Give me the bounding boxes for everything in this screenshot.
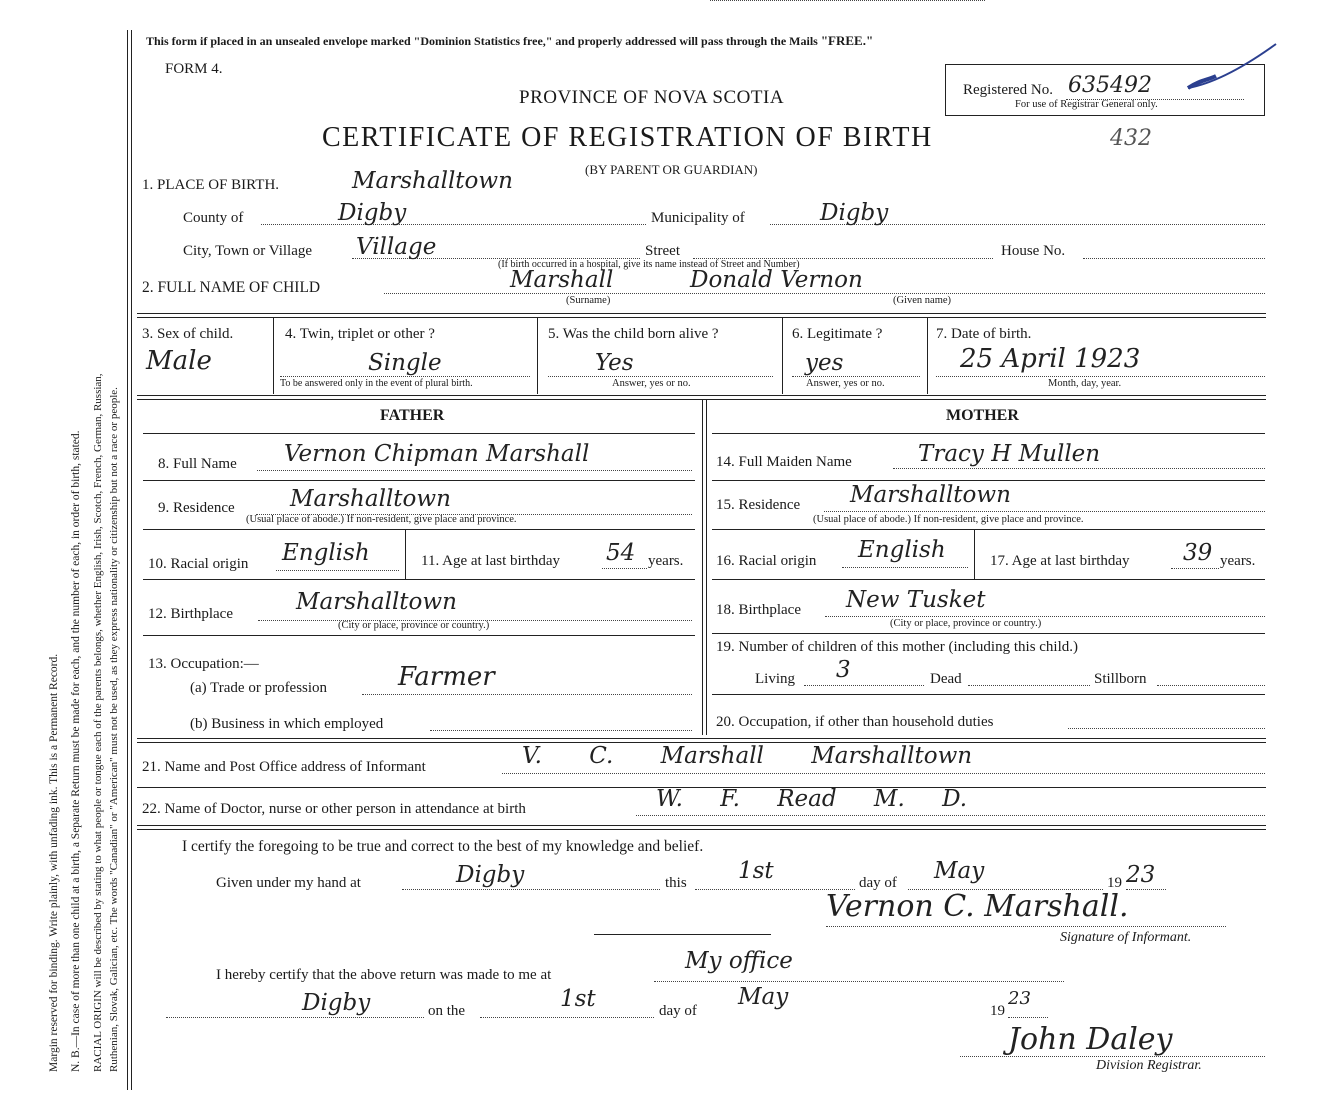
on-the-label: on the bbox=[428, 1003, 466, 1019]
legitimate-value: yes bbox=[805, 350, 844, 376]
surname-caption: (Surname) bbox=[566, 295, 611, 306]
registrar-year-prefix: 19 bbox=[990, 1003, 1005, 1019]
registrar-day-of-label: day of bbox=[659, 1003, 697, 1019]
child-surname-value: Marshall bbox=[510, 267, 614, 293]
stillborn-label: Stillborn bbox=[1094, 671, 1147, 687]
given-name-caption: (Given name) bbox=[893, 295, 952, 306]
margin-note-racial-origin-cont: Ruthenian, Slovak, Galician, etc. The words "Canadian" or "American" must not be used, as they express nationality or citizenship but not a race or people. bbox=[108, 387, 120, 1072]
father-trade-value: Farmer bbox=[398, 662, 495, 692]
registered-label: Registered No. bbox=[963, 82, 1053, 98]
given-place-value: Digby bbox=[456, 862, 525, 888]
given-month-value: May bbox=[934, 858, 985, 884]
given-year-prefix: 19 bbox=[1107, 875, 1122, 891]
city-value: Village bbox=[356, 234, 437, 260]
mother-racial-label: 16. Racial origin bbox=[716, 553, 817, 569]
living-value: 3 bbox=[836, 657, 851, 683]
day-of-label: day of bbox=[859, 875, 897, 891]
alive-note: Answer, yes or no. bbox=[612, 378, 691, 389]
mother-residence-note: (Usual place of abode.) If non-resident, give place and province. bbox=[813, 514, 1084, 525]
legitimate-note: Answer, yes or no. bbox=[806, 378, 885, 389]
registrar-month-value: May bbox=[738, 984, 789, 1010]
child-name-label: 2. FULL NAME OF CHILD bbox=[142, 279, 321, 296]
father-age-value: 54 bbox=[606, 540, 636, 566]
father-occupation-label: 13. Occupation:— bbox=[148, 656, 259, 672]
date-of-birth-label: 7. Date of birth. bbox=[936, 326, 1032, 342]
place-of-birth-label: 1. PLACE OF BIRTH. bbox=[142, 177, 280, 193]
mother-age-value: 39 bbox=[1183, 540, 1213, 566]
mother-birthplace-label: 18. Birthplace bbox=[716, 602, 801, 618]
sex-label: 3. Sex of child. bbox=[142, 326, 234, 342]
registrar-signature: John Daley bbox=[1008, 1022, 1173, 1057]
municipality-label: Municipality of bbox=[651, 210, 745, 226]
alive-value: Yes bbox=[595, 350, 634, 376]
twin-value: Single bbox=[368, 350, 442, 376]
mother-name-value: Tracy H Mullen bbox=[918, 441, 1101, 467]
father-age-unit: years. bbox=[648, 553, 684, 569]
check-mark-icon bbox=[1180, 40, 1280, 100]
child-given-name-value: Donald Vernon bbox=[690, 267, 863, 293]
street-label: Street bbox=[645, 243, 680, 259]
informant-value: V. C. Marshall Marshalltown bbox=[522, 743, 973, 769]
province-heading: PROVINCE OF NOVA SCOTIA bbox=[519, 87, 785, 108]
municipality-value: Digby bbox=[820, 200, 889, 226]
twin-note: To be answered only in the event of plural birth. bbox=[280, 378, 473, 389]
registrar-year-value: 23 bbox=[1008, 988, 1031, 1009]
sex-value: Male bbox=[146, 346, 212, 376]
margin-border-outer bbox=[127, 30, 128, 1090]
mother-birthplace-value: New Tusket bbox=[846, 587, 986, 613]
certificate-subtitle: (BY PARENT OR GUARDIAN) bbox=[585, 162, 758, 177]
certification-separator bbox=[594, 934, 771, 935]
mother-racial-value: English bbox=[858, 537, 946, 563]
county-label: County of bbox=[183, 210, 244, 226]
margin-note-binding: Margin reserved for binding. Write plainly, with unfading ink. This is a Permanent Record. bbox=[48, 653, 60, 1072]
father-age-label: 11. Age at last birthday bbox=[421, 553, 560, 569]
postal-free: "FREE." bbox=[820, 33, 874, 48]
father-name-label: 8. Full Name bbox=[158, 456, 237, 472]
father-residence-value: Marshalltown bbox=[290, 486, 451, 512]
this-label: this bbox=[665, 875, 687, 891]
mother-residence-label: 15. Residence bbox=[716, 497, 801, 513]
father-residence-label: 9. Residence bbox=[158, 500, 235, 516]
father-racial-label: 10. Racial origin bbox=[148, 556, 249, 572]
father-heading: FATHER bbox=[380, 407, 445, 424]
certificate-title: CERTIFICATE OF REGISTRATION OF BIRTH bbox=[322, 122, 933, 153]
registrar-day-value: 1st bbox=[560, 986, 596, 1012]
father-business-label: (b) Business in which employed bbox=[190, 716, 384, 732]
hospital-note: (If birth occurred in a hospital, give its name instead of Street and Number) bbox=[498, 259, 800, 270]
father-birthplace-value: Marshalltown bbox=[296, 589, 457, 615]
informant-signature-caption: Signature of Informant. bbox=[1060, 930, 1192, 945]
parents-divider bbox=[702, 400, 703, 735]
postal-note: This form if placed in an unsealed envelope marked "Dominion Statistics free," and properly addressed will pass through the Mails "FREE." bbox=[146, 33, 874, 48]
given-under-label: Given under my hand at bbox=[216, 875, 361, 891]
house-number-label: House No. bbox=[1001, 243, 1066, 259]
father-racial-value: English bbox=[282, 540, 370, 566]
margin-note-separate-return: N. B.—In case of more than one child at a birth, a Separate Return must be made for each, and the number of each, in order of birth, stated. bbox=[70, 430, 82, 1072]
mother-age-unit: years. bbox=[1220, 553, 1256, 569]
date-of-birth-note: Month, day, year. bbox=[1048, 378, 1122, 389]
legitimate-label: 6. Legitimate ? bbox=[792, 326, 883, 342]
city-label: City, Town or Village bbox=[183, 243, 313, 259]
living-label: Living bbox=[755, 671, 795, 687]
registered-value: 635492 bbox=[1068, 73, 1152, 98]
margin-border-inner bbox=[131, 30, 132, 1090]
doctor-value: W. F. Read M. D. bbox=[656, 786, 968, 812]
given-day-value: 1st bbox=[738, 858, 774, 884]
registrar-caption: Division Registrar. bbox=[1096, 1058, 1202, 1073]
mother-occupation-label: 20. Occupation, if other than household duties bbox=[716, 714, 994, 730]
margin-note-racial-origin: RACIAL ORIGIN will be described by stating to what people or tongue each of the parents belongs, whether English, Irish, Scotch, French, German, Russian, bbox=[92, 373, 104, 1072]
form-number: FORM 4. bbox=[165, 61, 223, 77]
mother-age-label: 17. Age at last birthday bbox=[990, 553, 1130, 569]
mother-birthplace-note: (City or place, province or country.) bbox=[890, 618, 1042, 629]
date-of-birth-value: 25 April 1923 bbox=[960, 344, 1141, 374]
registrar-town-value: Digby bbox=[302, 990, 371, 1016]
father-name-value: Vernon Chipman Marshall bbox=[284, 441, 590, 467]
father-birthplace-label: 12. Birthplace bbox=[148, 606, 233, 622]
doctor-label: 22. Name of Doctor, nurse or other person in attendance at birth bbox=[142, 801, 526, 817]
county-value: Digby bbox=[338, 200, 407, 226]
informant-label: 21. Name and Post Office address of Informant bbox=[142, 759, 426, 775]
mother-children-label: 19. Number of children of this mother (including this child.) bbox=[716, 639, 1079, 655]
certification-statement: I certify the foregoing to be true and correct to the best of my knowledge and belief. bbox=[182, 838, 704, 855]
mother-heading: MOTHER bbox=[946, 407, 1019, 424]
registrar-place-value: My office bbox=[685, 948, 793, 974]
registrar-statement: I hereby certify that the above return was made to me at bbox=[216, 967, 552, 983]
given-year-value: 23 bbox=[1126, 862, 1156, 888]
registrar-note: For use of Registrar General only. bbox=[1015, 99, 1158, 110]
title-number: 432 bbox=[1110, 126, 1152, 151]
informant-signature: Vernon C. Marshall. bbox=[826, 889, 1129, 924]
mother-name-label: 14. Full Maiden Name bbox=[716, 454, 852, 470]
father-birthplace-note: (City or place, province or country.) bbox=[338, 620, 490, 631]
mother-residence-value: Marshalltown bbox=[850, 482, 1011, 508]
dead-label: Dead bbox=[930, 671, 962, 687]
twin-label: 4. Twin, triplet or other ? bbox=[285, 326, 435, 342]
father-residence-note: (Usual place of abode.) If non-resident, give place and province. bbox=[246, 514, 517, 525]
father-trade-label: (a) Trade or profession bbox=[190, 680, 328, 696]
place-of-birth-value: Marshalltown bbox=[352, 168, 513, 194]
alive-label: 5. Was the child born alive ? bbox=[548, 326, 719, 342]
